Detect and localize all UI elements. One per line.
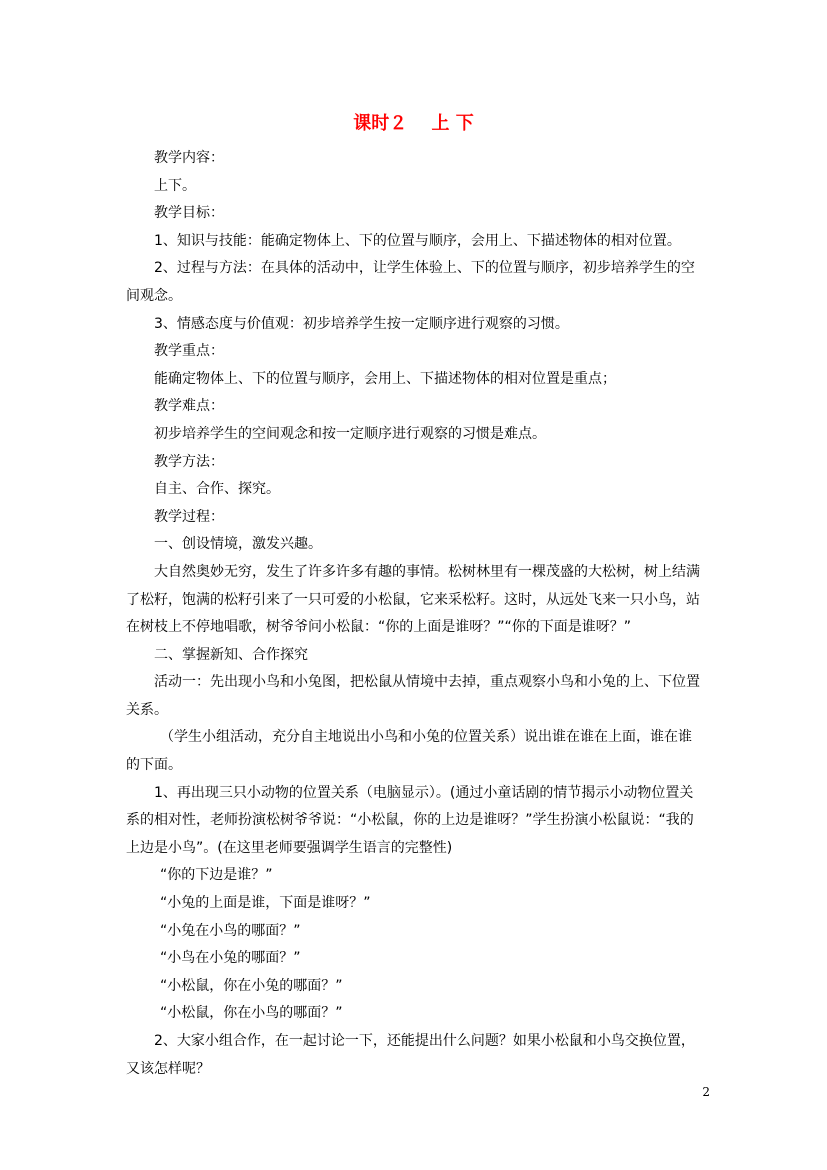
paragraph-question-6: “小松鼠，你在小鸟的哪面？” bbox=[160, 1005, 343, 1022]
paragraph-teaching-content: 上下。 bbox=[154, 177, 196, 194]
paragraph-teaching-content-heading: 教学内容： bbox=[154, 150, 224, 166]
paragraph-question-1: “你的下边是谁？” bbox=[160, 867, 273, 884]
paragraph-activity-one: 活动一：先出现小鸟和小兔图，把松鼠从情境中去掉，重点观察小鸟和小兔的上、下位置关系。 bbox=[126, 674, 700, 718]
paragraph-step-two: 2、大家小组合作，在一起讨论一下，还能提出什么问题？如果小松鼠和小鸟交换位置，又该怎样呢？ bbox=[126, 1033, 695, 1077]
paragraph-goal-knowledge: 1、知识与技能：能确定物体上、下的位置与顺序，会用上、下描述物体的相对位置。 bbox=[154, 232, 681, 249]
paragraph-question-4: “小鸟在小兔的哪面？” bbox=[160, 950, 301, 967]
paragraph-process-heading: 教学过程： bbox=[154, 508, 224, 525]
paragraph-story: 大自然奥妙无穷，发生了许多许多有趣的事情。松树林里有一棵茂盛的大松树，树上结满了松籽，饱满的松籽引来了一只可爱的小松鼠，它来采松籽。这时，从远处飞来一只小鸟，站在树枝上不停地唱歌，树爷爷问小松鼠：“你的上面是谁呀？”“你的下面是谁呀？” bbox=[126, 563, 700, 636]
page-number: 2 bbox=[702, 1085, 710, 1099]
document-body bbox=[126, 145, 704, 1083]
paragraph-key-points: 能确定物体上、下的位置与顺序，会用上、下描述物体的相对位置是重点； bbox=[154, 370, 616, 387]
paragraph-goal-process: 2、过程与方法：在具体的活动中，让学生体验上、下的位置与顺序，初步培养学生的空间观念。 bbox=[126, 260, 695, 304]
paragraph-question-3: “小兔在小鸟的哪面？” bbox=[160, 922, 301, 939]
paragraph-difficulties: 初步培养学生的空间观念和按一定顺序进行观察的习惯是难点。 bbox=[154, 425, 546, 442]
paragraph-goal-attitude: 3、情感态度与价值观：初步培养学生按一定顺序进行观察的习惯。 bbox=[154, 315, 569, 332]
lesson-title: 课时２ 上 下 bbox=[353, 113, 474, 134]
paragraph-group-activity: （学生小组活动，充分自主地说出小鸟和小兔的位置关系）说出谁在谁在上面，谁在谁的下面。 bbox=[126, 729, 692, 774]
paragraph-section-two: 二、掌握新知、合作探究 bbox=[154, 646, 308, 663]
paragraph-key-points-heading: 教学重点： bbox=[154, 343, 224, 360]
paragraph-difficulties-heading: 教学难点： bbox=[154, 398, 224, 415]
paragraph-question-5: “小松鼠，你在小兔的哪面？” bbox=[160, 977, 343, 994]
paragraph-methods-heading: 教学方法： bbox=[154, 453, 224, 470]
paragraph-teaching-goals-heading: 教学目标： bbox=[154, 205, 224, 222]
paragraph-section-one: 一、创设情境，激发兴趣。 bbox=[154, 536, 322, 553]
paragraph-question-2: “小兔的上面是谁，下面是谁呀？” bbox=[160, 895, 371, 912]
paragraph-methods: 自主、合作、探究。 bbox=[154, 481, 280, 498]
paragraph-step-one: 1、再出现三只小动物的位置关系（电脑显示）。(通过小童话剧的情节揭示小动物位置关系的相对性，老师扮演松树爷爷说：“小松鼠，你的上边是谁呀？”学生扮演小松鼠说：“我的上边是小鸟”。(在这里老师要强调学生语言的完整性) bbox=[126, 784, 694, 856]
